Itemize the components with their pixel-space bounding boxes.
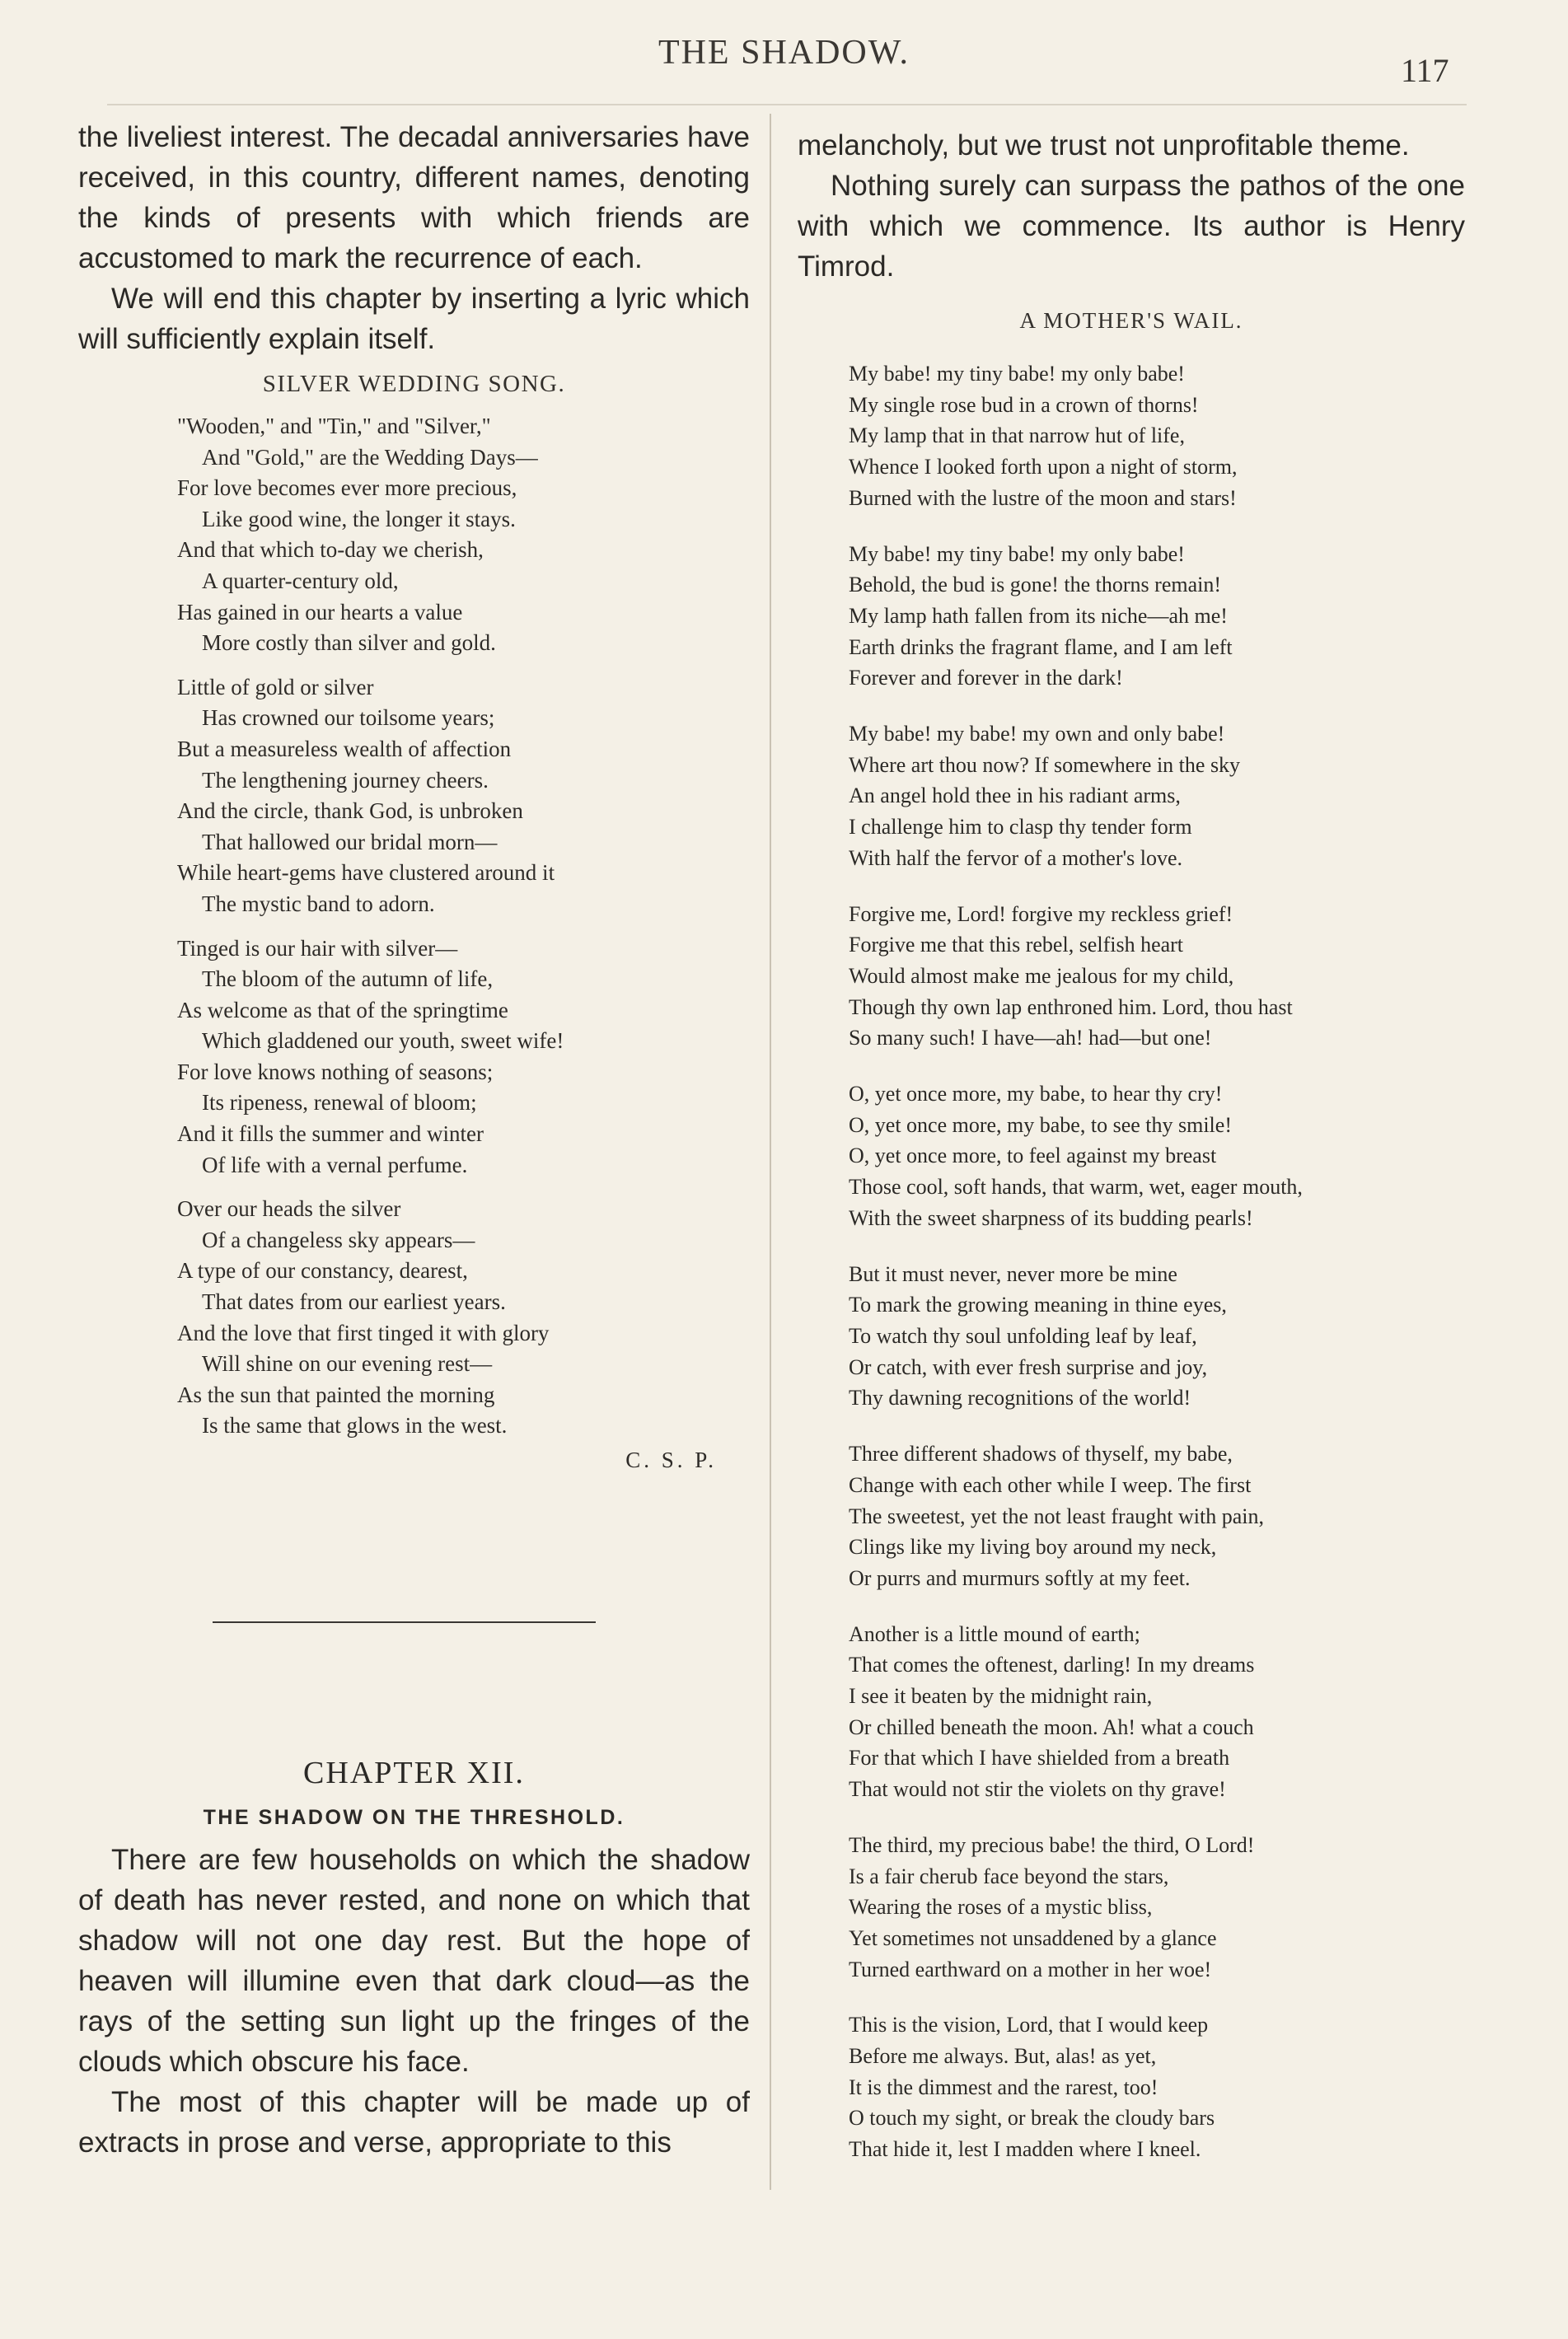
poem-line: Is the same that glows in the west. bbox=[202, 1413, 508, 1438]
poem-line: While heart-gems have clustered around it bbox=[177, 860, 555, 886]
poem-line: I see it beaten by the midnight rain, bbox=[849, 1684, 1153, 1709]
poem-line: And it fills the summer and winter bbox=[177, 1121, 484, 1147]
poem-line: Before me always. But, alas! as yet, bbox=[849, 2044, 1157, 2069]
stanza bbox=[849, 358, 1465, 514]
poem-line: Clings like my living boy around my neck, bbox=[849, 1535, 1217, 1560]
poem-line: And that which to-day we cherish, bbox=[177, 537, 484, 563]
stanza bbox=[849, 718, 1465, 874]
poem-line: The mystic band to adorn. bbox=[202, 891, 435, 916]
column-divider bbox=[770, 114, 771, 2190]
poem-line: My babe! my tiny babe! my only babe! bbox=[849, 541, 1185, 566]
poem-line: For love knows nothing of seasons; bbox=[177, 1059, 494, 1084]
poem-line: Which gladdened our youth, sweet wife! bbox=[202, 1028, 564, 1054]
poem-line: But it must never, never more be mine bbox=[849, 1261, 1177, 1286]
section-divider-rule bbox=[213, 1621, 596, 1623]
poem-line: More costly than silver and gold. bbox=[202, 630, 496, 656]
poem-line: To mark the growing meaning in thine eyes, bbox=[849, 1293, 1227, 1317]
poem-line: A type of our constancy, dearest, bbox=[177, 1258, 468, 1284]
intro-paragraph: Nothing surely can surpass the pathos of the one with which we commence. Its author is Henry Timrod. bbox=[798, 170, 1465, 283]
poem-line: Where art thou now? If somewhere in the sky bbox=[849, 752, 1241, 777]
poem-line: An angel hold thee in his radiant arms, bbox=[849, 784, 1181, 808]
poem-line: My single rose bud in a crown of thorns! bbox=[849, 392, 1199, 417]
poem-line: That dates from our earliest years. bbox=[202, 1289, 506, 1315]
poem-line: The sweetest, yet the not least fraught with pain, bbox=[849, 1504, 1264, 1528]
poem-line: "Wooden," and "Tin," and "Silver," bbox=[177, 414, 491, 438]
poem-line: Though thy own lap enthroned him. Lord, thou hast bbox=[849, 994, 1293, 1019]
poem-line: Turned earthward on a mother in her woe! bbox=[849, 1957, 1212, 1981]
poem-line: O, yet once more, my babe, to see thy smile! bbox=[849, 1112, 1232, 1137]
poem-line: Of life with a vernal perfume. bbox=[202, 1152, 468, 1177]
poem-line: That hide it, lest I madden where I kneel. bbox=[849, 2137, 1201, 2162]
poem-line: Three different shadows of thyself, my babe, bbox=[849, 1442, 1233, 1467]
poem-line: My babe! my tiny babe! my only babe! bbox=[849, 362, 1185, 386]
chapter-paragraph: The most of this chapter will be made up of extracts in prose and verse, appropriate to this bbox=[78, 2085, 750, 2159]
poem-line: Yet sometimes not unsaddened by a glance bbox=[849, 1925, 1217, 1950]
poem-line: Like good wine, the longer it stays. bbox=[202, 506, 516, 531]
poem-line: O, yet once more, to feel against my breast bbox=[849, 1144, 1217, 1168]
poem-line: Earth drinks the fragrant flame, and I am left bbox=[849, 634, 1233, 659]
poem-line: Or catch, with ever fresh surprise and joy, bbox=[849, 1354, 1208, 1379]
poem-line: The bloom of the autumn of life, bbox=[202, 966, 494, 992]
poem-line: O, yet once more, my babe, to hear thy cry! bbox=[849, 1082, 1223, 1106]
poem-line: Is a fair cherub face beyond the stars, bbox=[849, 1864, 1169, 1888]
poem-line: Change with each other while I weep. The first bbox=[849, 1472, 1252, 1497]
poem-signature: C. S. P. bbox=[625, 1448, 717, 1472]
poem-line: As the sun that painted the morning bbox=[177, 1382, 495, 1407]
poem-line: My babe! my babe! my own and only babe! bbox=[849, 722, 1225, 746]
stanza bbox=[849, 1078, 1465, 1234]
poem-line: Over our heads the silver bbox=[177, 1196, 401, 1222]
poem-line: Those cool, soft hands, that warm, wet, eager mouth, bbox=[849, 1175, 1303, 1200]
poem-line: Forever and forever in the dark! bbox=[849, 666, 1123, 690]
poem-line: Another is a little mound of earth; bbox=[849, 1621, 1140, 1646]
poem-title: SILVER WEDDING SONG. bbox=[262, 371, 566, 397]
stanza bbox=[849, 899, 1465, 1055]
poem-line: Has gained in our hearts a value bbox=[177, 599, 463, 625]
poem-line: Forgive me, Lord! forgive my reckless grief! bbox=[849, 901, 1233, 926]
poem-line: And the love that first tinged it with glory bbox=[177, 1320, 550, 1345]
poem-line: Burned with the lustre of the moon and stars! bbox=[849, 485, 1237, 510]
poem-line: It is the dimmest and the rarest, too! bbox=[849, 2075, 1158, 2099]
poem-line: My lamp hath fallen from its niche—ah me! bbox=[849, 603, 1228, 628]
intro-paragraph: the liveliest interest. The decadal anniversaries have received, in this country, different names, denoting the kinds of presents with which friends are accustomed to mark the recurrence of each. bbox=[78, 121, 750, 274]
poem-line: Little of gold or silver bbox=[177, 674, 374, 699]
poem-line: The third, my precious babe! the third, O Lord! bbox=[849, 1832, 1255, 1857]
stanza bbox=[849, 2009, 1465, 2165]
stanza bbox=[177, 411, 750, 659]
poem-line: Or purrs and murmurs softly at my feet. bbox=[849, 1565, 1191, 1590]
chapter-paragraph: There are few households on which the shadow of death has never rested, and none on which that shadow will not one day rest. But the hope of heaven will illumine even that dark cloud—as the rays of the setting sun light up the fringes of the clouds which obscure his face. bbox=[78, 1843, 750, 2078]
poem-line: To watch thy soul unfolding leaf by leaf, bbox=[849, 1323, 1197, 1348]
poem-line: And "Gold," are the Wedding Days— bbox=[202, 444, 538, 470]
poem-line: The lengthening journey cheers. bbox=[202, 767, 489, 793]
stanza bbox=[849, 1259, 1465, 1415]
stanza bbox=[849, 1438, 1465, 1594]
poem-line: With the sweet sharpness of its budding pearls! bbox=[849, 1205, 1253, 1230]
poem-line: Whence I looked forth upon a night of storm, bbox=[849, 455, 1238, 479]
running-head: THE SHADOW. bbox=[658, 34, 910, 72]
poem-line: I challenge him to clasp thy tender form bbox=[849, 815, 1192, 840]
poem-line: As welcome as that of the springtime bbox=[177, 997, 508, 1022]
poem-line: This is the vision, Lord, that I would keep bbox=[849, 2013, 1209, 2037]
poem-line: For love becomes ever more precious, bbox=[177, 475, 517, 501]
poem-line: Its ripeness, renewal of bloom; bbox=[202, 1090, 477, 1116]
lead-in-paragraph: We will end this chapter by inserting a lyric which will sufficiently explain itself. bbox=[78, 283, 750, 355]
stanza bbox=[849, 1830, 1465, 1986]
stanza bbox=[177, 672, 750, 920]
right-column bbox=[798, 125, 1465, 2190]
mothers-wail-poem bbox=[849, 358, 1465, 2165]
poem-line: Has crowned our toilsome years; bbox=[202, 705, 495, 731]
poem-line: For that which I have shielded from a breath bbox=[849, 1746, 1230, 1771]
poem-line: Or chilled beneath the moon. Ah! what a couch bbox=[849, 1714, 1254, 1739]
poem-line: That comes the oftenest, darling! In my dreams bbox=[849, 1653, 1255, 1677]
poem-line: Thy dawning recognitions of the world! bbox=[849, 1386, 1191, 1410]
continued-paragraph: melancholy, but we trust not unprofitable theme. bbox=[798, 129, 1410, 161]
poem-title: A MOTHER'S WAIL. bbox=[1019, 308, 1243, 333]
poem-line: That would not stir the violets on thy grave! bbox=[849, 1777, 1226, 1802]
stanza bbox=[177, 933, 750, 1181]
poem-line: So many such! I have—ah! had—but one! bbox=[849, 1026, 1212, 1050]
poem-line: And the circle, thank God, is unbroken bbox=[177, 798, 523, 824]
page-number: 117 bbox=[1401, 52, 1449, 89]
poem-line: Will shine on our evening rest— bbox=[202, 1351, 493, 1377]
chapter-title: CHAPTER XII. bbox=[303, 1755, 525, 1790]
poem-line: Of a changeless sky appears— bbox=[202, 1227, 475, 1252]
stanza bbox=[177, 1194, 750, 1442]
poem-line: A quarter-century old, bbox=[202, 568, 399, 593]
poem-line: Forgive me that this rebel, selfish heart bbox=[849, 933, 1184, 957]
silver-wedding-poem bbox=[177, 411, 750, 1476]
poem-line: That hallowed our bridal morn— bbox=[202, 829, 498, 854]
poem-line: Wearing the roses of a mystic bliss, bbox=[849, 1895, 1153, 1920]
chapter-subtitle: THE SHADOW ON THE THRESHOLD. bbox=[203, 1805, 625, 1829]
left-column bbox=[78, 117, 750, 2163]
poem-line: Behold, the bud is gone! the thorns remain! bbox=[849, 573, 1222, 597]
poem-line: With half the fervor of a mother's love. bbox=[849, 845, 1183, 870]
poem-line: But a measureless wealth of affection bbox=[177, 736, 512, 761]
header-rule bbox=[107, 104, 1467, 105]
poem-line: Tinged is our hair with silver— bbox=[177, 935, 458, 961]
stanza bbox=[849, 539, 1465, 695]
poem-line: Would almost make me jealous for my child, bbox=[849, 963, 1234, 988]
poem-line: O touch my sight, or break the cloudy bars bbox=[849, 2106, 1215, 2131]
poem-line: My lamp that in that narrow hut of life, bbox=[849, 423, 1185, 448]
stanza bbox=[849, 1619, 1465, 1805]
